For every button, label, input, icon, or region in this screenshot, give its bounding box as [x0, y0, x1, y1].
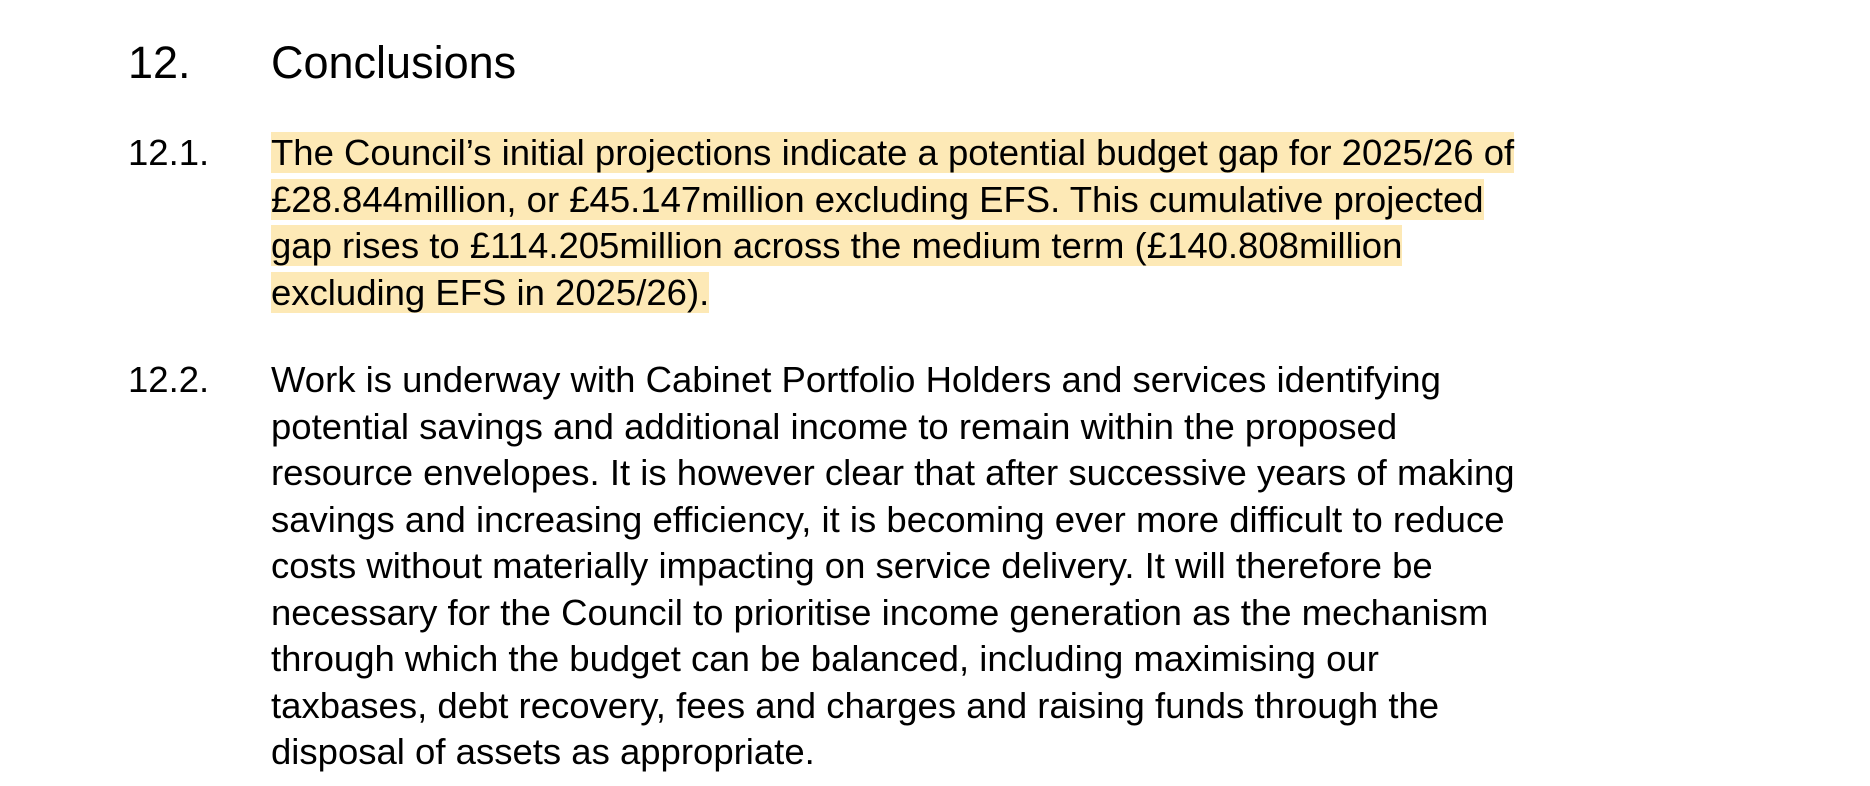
text-line: through which the budget can be balanced, including maximising our [271, 638, 1379, 679]
text-line: taxbases, debt recovery, fees and charges and raising funds through the [271, 684, 1440, 726]
paragraph-text [271, 357, 1691, 776]
text-line: Work is underway with Cabinet Portfolio Holders and services identifying [271, 359, 1441, 400]
text-line: potential savings and additional income to remain within the proposed [271, 405, 1398, 447]
highlighted-text-line: excluding EFS in 2025/26). [271, 271, 710, 313]
highlighted-text-line: gap rises to £114.205million across the medium term (£140.808million [271, 225, 1403, 266]
paragraph-number: 12.2. [128, 359, 210, 400]
paragraph-number: 12.1. [128, 132, 210, 173]
text-line: necessary for the Council to prioritise income generation as the mechanism [271, 591, 1489, 633]
text-line: costs without materially impacting on service delivery. It will therefore be [271, 545, 1433, 586]
text-line: resource envelopes. It is however clear that after successive years of making [271, 452, 1515, 493]
section-number: 12. [128, 37, 191, 88]
text-line: savings and increasing efficiency, it is becoming ever more difficult to reduce [271, 498, 1505, 540]
paragraph-text [271, 130, 1691, 316]
highlighted-text-line: £28.844million, or £45.147million excluding EFS. This cumulative projected [271, 178, 1484, 220]
text-line: disposal of assets as appropriate. [271, 731, 815, 772]
section-title: Conclusions [271, 37, 517, 88]
highlighted-text-line: The Council’s initial projections indicate a potential budget gap for 2025/26 of [271, 132, 1515, 173]
